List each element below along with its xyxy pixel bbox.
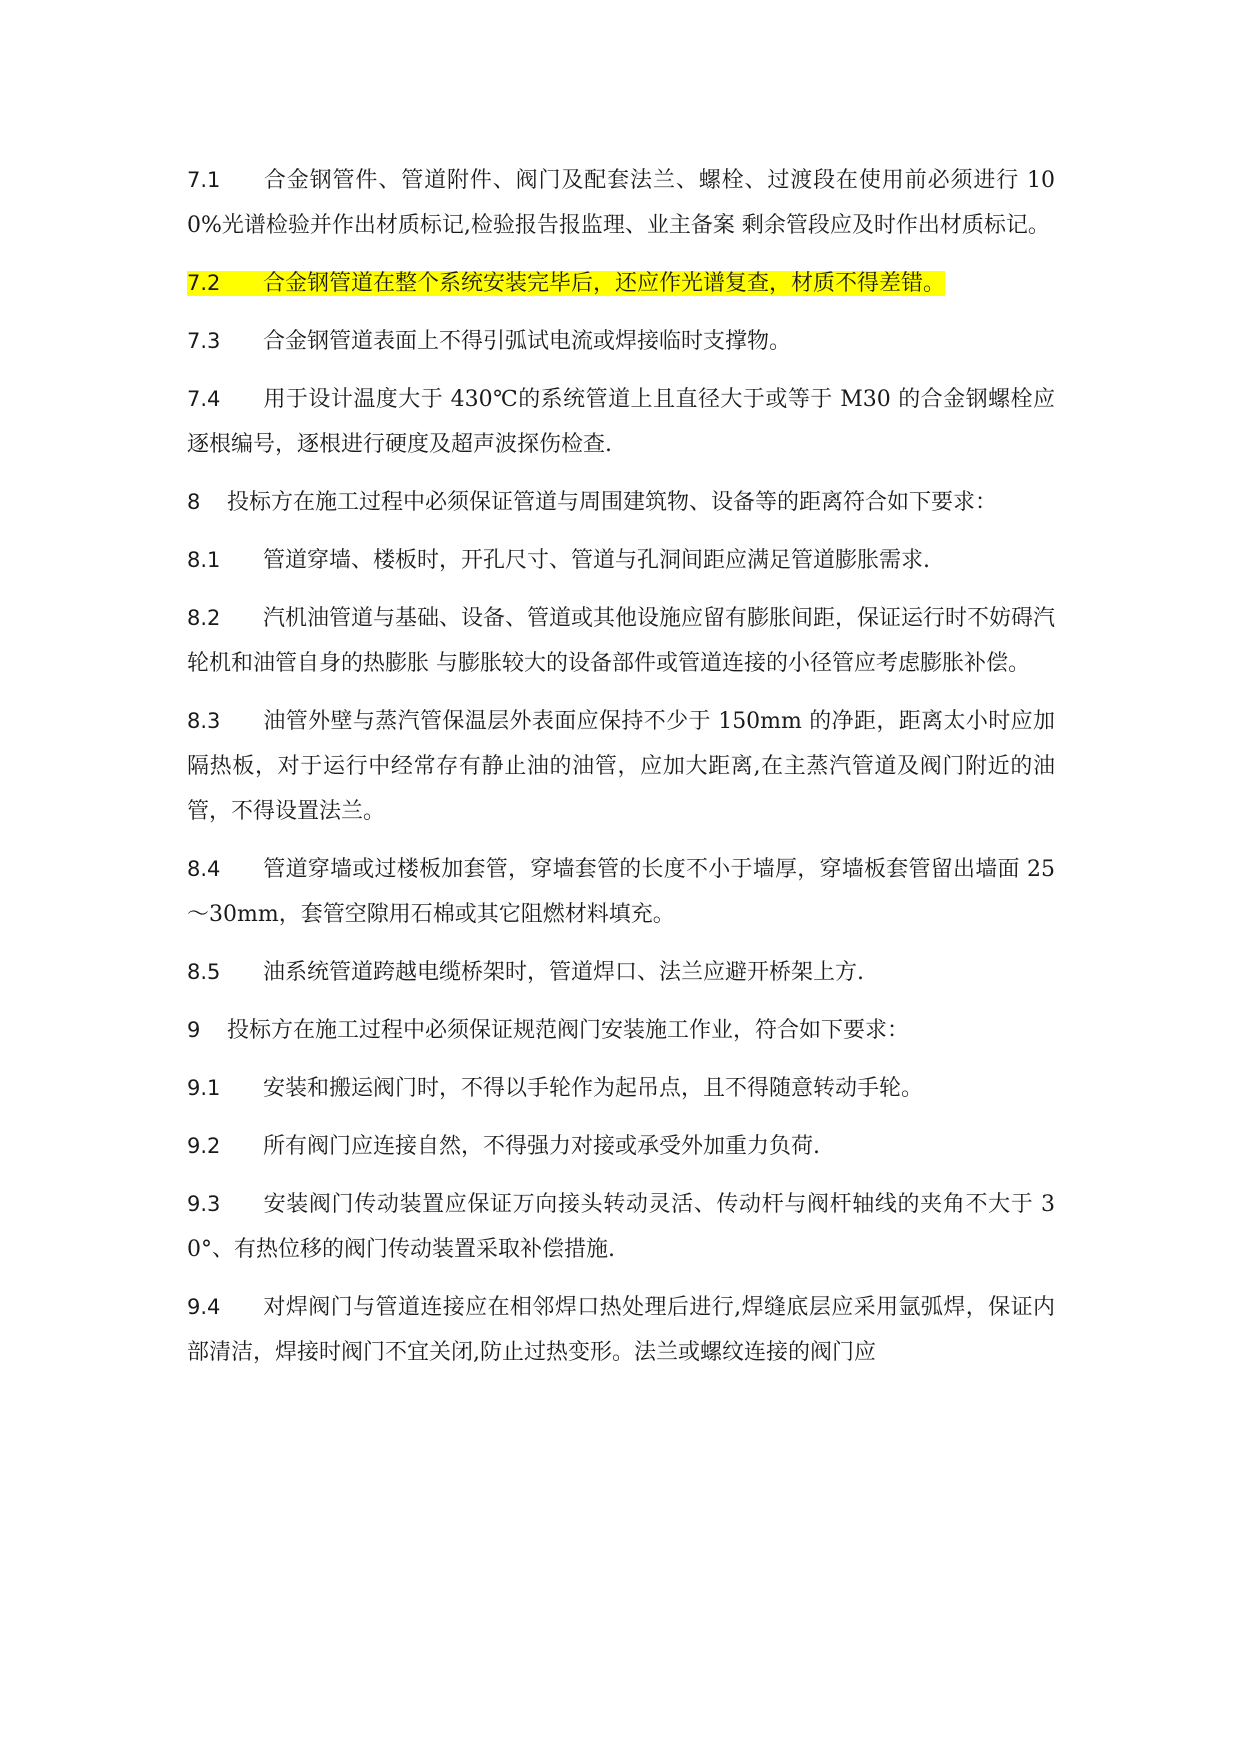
clause-text: 合金钢管件、管道附件、阀门及配套法兰、螺栓、过渡段在使用前必须进行 100%光谱检验并作出材质标记,检验报告报监理、业主备案 剩余管段应及时作出材质标记。 bbox=[187, 168, 1055, 238]
paragraph-7-2 bbox=[187, 261, 1055, 306]
paragraph-9-3 bbox=[187, 1182, 1055, 1272]
clause-text: 所有阀门应连接自然，不得强力对接或承受外加重力负荷. bbox=[263, 1134, 820, 1159]
paragraph-7-3 bbox=[187, 319, 1055, 364]
clause-text: 对焊阀门与管道连接应在相邻焊口热处理后进行,焊缝底层应采用氩弧焊，保证内部清洁，焊接时阀门不宜关闭,防止过热变形。法兰或螺纹连接的阀门应 bbox=[187, 1295, 1055, 1365]
clause-text: 管道穿墙或过楼板加套管，穿墙套管的长度不小于墙厚，穿墙板套管留出墙面 25～30mm，套管空隙用石棉或其它阻燃材料填充。 bbox=[187, 857, 1055, 927]
clause-text: 投标方在施工过程中必须保证管道与周围建筑物、设备等的距离符合如下要求： bbox=[227, 490, 998, 515]
paragraph-9-1 bbox=[187, 1066, 1055, 1111]
clause-text: 安装阀门传动装置应保证万向接头转动灵活、传动杆与阀杆轴线的夹角不大于 30°、有热位移的阀门传动装置采取补偿措施. bbox=[187, 1192, 1055, 1262]
paragraph-7-1 bbox=[187, 158, 1055, 248]
paragraph-9 bbox=[187, 1008, 1055, 1053]
paragraph-7-4 bbox=[187, 377, 1055, 467]
clause-number: 9.1 bbox=[187, 1076, 221, 1100]
paragraph-8-3 bbox=[187, 699, 1055, 834]
paragraph-8-1 bbox=[187, 538, 1055, 583]
paragraph-9-2 bbox=[187, 1124, 1055, 1169]
clause-number: 7.1 bbox=[187, 168, 221, 192]
clause-number: 9.4 bbox=[187, 1295, 221, 1319]
clause-number: 7.3 bbox=[187, 329, 221, 353]
clause-number: 8.1 bbox=[187, 548, 221, 572]
clause-number: 9 bbox=[187, 1018, 201, 1042]
clause-text: 油系统管道跨越电缆桥架时，管道焊口、法兰应避开桥架上方. bbox=[263, 960, 864, 985]
clause-text: 汽机油管道与基础、设备、管道或其他设施应留有膨胀间距，保证运行时不妨碍汽轮机和油管自身的热膨胀 与膨胀较大的设备部件或管道连接的小径管应考虑膨胀补偿。 bbox=[187, 606, 1056, 676]
document-body bbox=[187, 158, 1055, 1388]
clause-number: 9.2 bbox=[187, 1134, 221, 1158]
clause-number: 8 bbox=[187, 490, 201, 514]
clause-text: 油管外壁与蒸汽管保温层外表面应保持不少于 150mm 的净距，距离太小时应加隔热板，对于运行中经常存有静止油的油管，应加大距离,在主蒸汽管道及阀门附近的油管，不得设置法兰。 bbox=[187, 709, 1055, 824]
clause-number: 7.2 bbox=[187, 271, 221, 295]
clause-number: 8.2 bbox=[187, 606, 221, 630]
clause-number: 9.3 bbox=[187, 1192, 221, 1216]
clause-text: 投标方在施工过程中必须保证规范阀门安装施工作业，符合如下要求： bbox=[227, 1018, 910, 1043]
clause-number: 8.5 bbox=[187, 960, 221, 984]
clause-number: 8.4 bbox=[187, 857, 221, 881]
clause-number: 7.4 bbox=[187, 387, 221, 411]
clause-text: 合金钢管道在整个系统安装完毕后，还应作光谱复查，材质不得差错。 bbox=[263, 271, 946, 296]
clause-text: 用于设计温度大于 430℃的系统管道上且直径大于或等于 M30 的合金钢螺栓应逐根编号，逐根进行硬度及超声波探伤检查. bbox=[187, 387, 1055, 457]
clause-text: 合金钢管道表面上不得引弧试电流或焊接临时支撑物。 bbox=[263, 329, 792, 354]
clause-text: 安装和搬运阀门时，不得以手轮作为起吊点，且不得随意转动手轮。 bbox=[263, 1076, 924, 1101]
clause-number: 8.3 bbox=[187, 709, 221, 733]
highlighted-clause bbox=[187, 271, 945, 296]
paragraph-8-4 bbox=[187, 847, 1055, 937]
paragraph-8-2 bbox=[187, 596, 1055, 686]
paragraph-8-5 bbox=[187, 950, 1055, 995]
clause-text: 管道穿墙、楼板时，开孔尺寸、管道与孔洞间距应满足管道膨胀需求. bbox=[263, 548, 930, 573]
paragraph-9-4 bbox=[187, 1285, 1055, 1375]
paragraph-8 bbox=[187, 480, 1055, 525]
